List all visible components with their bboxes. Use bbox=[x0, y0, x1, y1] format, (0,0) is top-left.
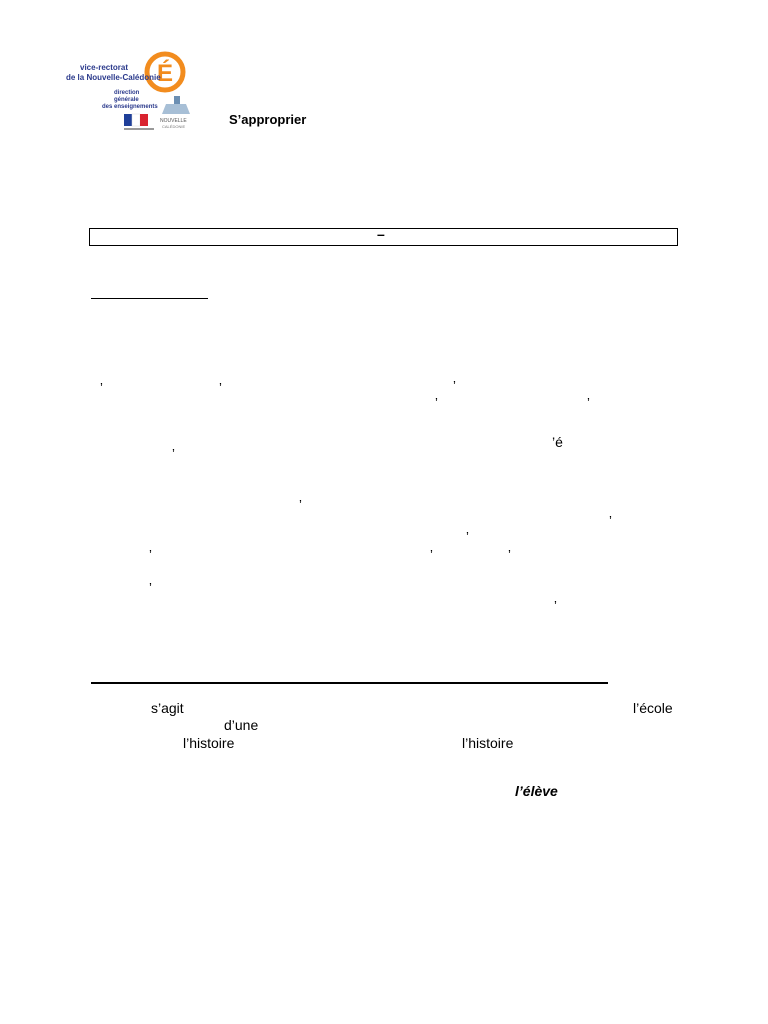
vice-rectorat-logo bbox=[62, 44, 192, 144]
text-fragment: ’ bbox=[453, 378, 456, 393]
logo-line-6: NOUVELLE bbox=[160, 118, 187, 124]
text-fragment: ’ bbox=[100, 380, 103, 395]
logo-line-1: vice-rectorat bbox=[80, 63, 129, 72]
section-divider bbox=[91, 682, 608, 684]
text-fragment: l’histoire bbox=[462, 735, 514, 751]
text-fragment: ’ bbox=[149, 580, 152, 595]
section-underline bbox=[91, 298, 208, 299]
logo-line-7: CALÉDONIE bbox=[162, 124, 186, 129]
text-fragment: ’é bbox=[552, 434, 563, 450]
text-fragment: l’école bbox=[633, 700, 673, 716]
text-fragment: l’élève bbox=[515, 783, 558, 799]
text-fragment: ’ bbox=[299, 497, 302, 512]
logo-line-4: générale bbox=[114, 97, 139, 103]
text-fragment: ’ bbox=[508, 547, 511, 562]
text-fragment: s’agit bbox=[151, 700, 184, 716]
text-fragment: d’une bbox=[224, 717, 259, 733]
logo-line-3: direction bbox=[114, 90, 140, 96]
boxed-heading-text: – bbox=[377, 226, 385, 242]
page-title: S’approprier bbox=[229, 112, 307, 127]
text-fragment: ’ bbox=[219, 380, 222, 395]
logo-letter: É bbox=[157, 60, 174, 87]
logo-line-5: des enseignements bbox=[102, 104, 158, 110]
text-fragment: l’histoire bbox=[183, 735, 235, 751]
text-fragment: ’ bbox=[435, 395, 438, 410]
boxed-heading bbox=[89, 228, 678, 246]
text-fragment: ’ bbox=[554, 598, 557, 613]
text-fragment: ’ bbox=[587, 395, 590, 410]
text-fragment: ’ bbox=[430, 547, 433, 562]
text-fragment: ’ bbox=[149, 547, 152, 562]
logo-line-2: de la Nouvelle-Calédonie bbox=[66, 73, 161, 82]
text-fragment: ’ bbox=[172, 446, 175, 461]
text-fragment: ’ bbox=[609, 513, 612, 528]
text-fragment: ’ bbox=[466, 529, 469, 544]
